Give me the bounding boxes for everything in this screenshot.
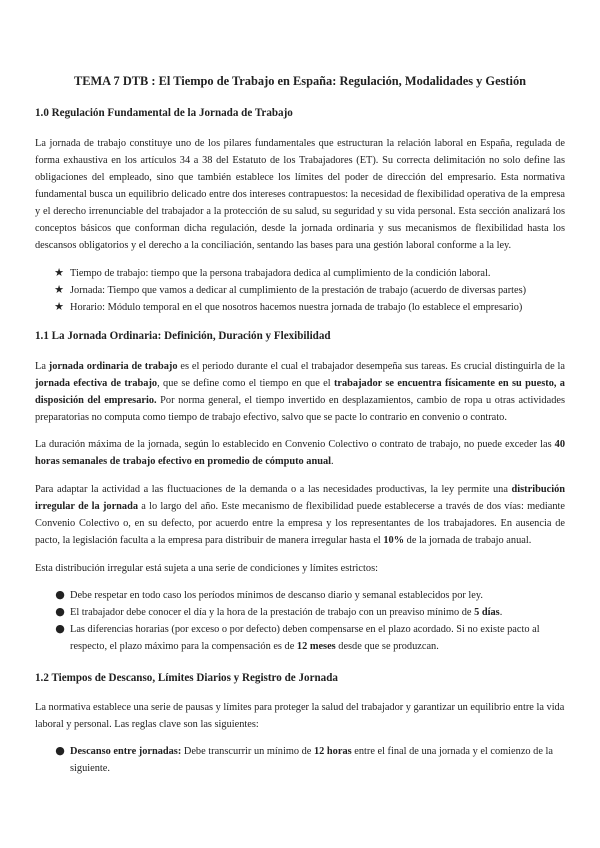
- section-1-1-heading: 1.1 La Jornada Ordinaria: Definición, Duración y Flexibilidad: [35, 330, 331, 342]
- section-1-2-list: [35, 743, 565, 777]
- star-bullet-icon: ★: [54, 283, 64, 296]
- dot-bullet-icon: ●: [55, 605, 65, 618]
- document-title: TEMA 7 DTB : El Tiempo de Trabajo en España: Regulación, Modalidades y Gestión: [73, 74, 527, 88]
- star-bullet-icon: ★: [54, 300, 64, 313]
- section-1-1-paragraph-3: Para adaptar la actividad a las fluctuaciones de la demanda o a las necesidades productivas, la ley permite una distribución irregular de la jornada a lo largo del año. Este mecanismo de flexibilidad puede establecerse a través de dos vías: mediante Convenio Colectivo o, en su defecto, por acuerdo entre la empresa y los representantes de los trabajadores. En ausencia de pacto, la legislación faculta a la empresa para distribuir de manera irregular hasta el 10% de la jornada de trabajo anual.: [35, 484, 565, 546]
- section-1-1-paragraph-1: La jornada ordinaria de trabajo es el periodo durante el cual el trabajador desempeña sus tareas. Es crucial distinguirla de la jornada efectiva de trabajo, que se define como el tiempo en que el trabajador se encuentra físicamente en su puesto, a disposición del empresario. Por norma general, el tiempo invertido en desplazamientos, cambio de ropa u otras actividades preparatorias no computa como tiempo de trabajo efectivo, salvo que se pacte lo contrario en convenio o contrato.: [35, 361, 566, 423]
- list-item: ● Debe respetar en todo caso los períodos mínimos de descanso diario y semanal establecidos por ley.: [35, 587, 565, 604]
- dot-bullet-icon: ●: [55, 588, 65, 601]
- section-1-2-intro: La normativa establece una serie de pausas y límites para proteger la salud del trabajador y garantizar un equilibrio entre la vida laboral y personal. Las reglas clave son las siguientes:: [35, 702, 565, 730]
- section-1-0-list: [35, 265, 565, 316]
- list-item: ★ Tiempo de trabajo: tiempo que la persona trabajadora dedica al cumplimiento de la condición laboral.: [35, 265, 565, 282]
- dot-bullet-icon: ●: [55, 622, 65, 635]
- list-item: ● Las diferencias horarias (por exceso o por defecto) deben compensarse en el plazo acordado. Si no existe pacto al respecto, el plazo máximo para la compensación es de 12 meses desde que se produzcan.: [35, 621, 565, 655]
- section-1-0-intro: La jornada de trabajo constituye uno de los pilares fundamentales que estructuran la relación laboral en España, regulada de forma exhaustiva en los artículos 34 a 38 del Estatuto de los Trabajadores (ET). Su correcta delimitación no solo define las obligaciones del empleado, sino que también establece los límites del poder de dirección del empresario. Esta normativa fundamental busca un equilibrio delicado entre dos intereses contrapuestos: la necesidad de flexibilidad operativa de la empresa y el derecho irrenunciable del trabajador a la protección de su salud, su seguridad y su vida personal. Esta sección analizará los conceptos básicos que conforman dicha regulación, desde la jornada ordinaria y sus mecanismos de flexibilidad hasta los descansos obligatorios y el derecho a la conciliación, sentando las bases para una gestión laboral conforme a la ley.: [35, 138, 565, 251]
- star-bullet-icon: ★: [54, 266, 64, 279]
- section-1-1-list: [35, 587, 565, 655]
- section-1-2-heading: 1.2 Tiempos de Descanso, Límites Diarios y Registro de Jornada: [35, 672, 338, 684]
- dot-bullet-icon: ●: [55, 744, 65, 757]
- section-1-1-paragraph-4: Esta distribución irregular está sujeta a una serie de condiciones y límites estrictos:: [35, 563, 378, 574]
- list-item: ● El trabajador debe conocer el día y la hora de la prestación de trabajo con un preaviso mínimo de 5 días.: [35, 604, 565, 621]
- section-1-1-paragraph-2: La duración máxima de la jornada, según lo establecido en Convenio Colectivo o contrato de trabajo, no puede exceder las 40 horas semanales de trabajo efectivo en promedio de cómputo anual.: [35, 439, 565, 467]
- list-item: ★ Jornada: Tiempo que vamos a dedicar al cumplimiento de la prestación de trabajo (acuerdo de diversas partes): [35, 282, 565, 299]
- list-item: ● Descanso entre jornadas: Debe transcurrir un mínimo de 12 horas entre el final de una jornada y el comienzo de la siguiente.: [35, 743, 565, 777]
- section-1-0-heading: 1.0 Regulación Fundamental de la Jornada de Trabajo: [35, 107, 293, 119]
- list-item: ★ Horario: Módulo temporal en el que nosotros hacemos nuestra jornada de trabajo (lo establece el empresario): [35, 299, 565, 316]
